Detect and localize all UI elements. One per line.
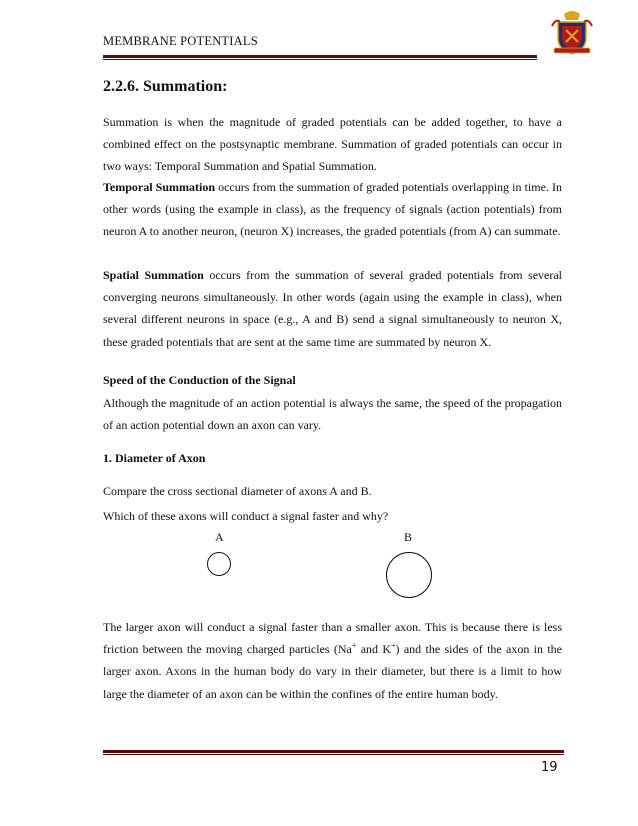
spatial-text: occurs from the summation of several graded potentials from several converging neurons simultaneously. In other words (again using the example in class), when several different neurons in space (e.g., A and B) send a signal simultaneously to neuron X, these graded potentials that are sent at the same time are summated by neuron X. — [103, 268, 562, 349]
axon-a-circle — [207, 552, 231, 576]
axon-b-label: B — [404, 530, 413, 544]
diameter-title: 1. Diameter of Axon — [103, 451, 206, 465]
speed-paragraph: Although the magnitude of an action potential is always the same, the speed of the propagation of an action potential down an axon can vary. — [103, 396, 562, 433]
intro-paragraph: Summation is when the magnitude of graded potentials can be added together, to have a combined effect on the postsynaptic membrane. Summation of graded potentials can occur in two ways: Temporal Summation and Spatial Summation. — [103, 115, 562, 174]
axon-b-circle — [386, 552, 432, 598]
sodium-superscript: + — [351, 641, 357, 651]
temporal-paragraph — [103, 176, 562, 243]
running-header: MEMBRANE POTENTIALS — [103, 34, 258, 48]
answer-paragraph — [103, 616, 562, 705]
footer-rule-thin — [103, 754, 564, 755]
spatial-paragraph — [103, 264, 562, 353]
answer-part3: ) and the sides of the axon in the larger axon. Axons in the human body do vary in their diameter, but there is a limit to how large the diameter of an axon can be within the confines of the entire human body. — [103, 642, 562, 701]
potassium-superscript: + — [391, 641, 396, 651]
page-number: 19 — [541, 760, 558, 775]
answer-part2: and K — [356, 642, 392, 657]
spatial-term: Spatial Summation — [103, 268, 204, 282]
temporal-text: occurs from the summation of graded potentials overlapping in time. In other words (using the example in class), as the frequency of signals (action potentials) from neuron A to another neuron, (neuron X) increases, the graded potentials (from A) can summate. — [103, 180, 562, 239]
answer-part1: The larger axon will conduct a signal faster than a smaller axon. This is because there is less friction between the moving charged particles (Na — [103, 620, 562, 657]
header-rule-thin — [103, 59, 537, 60]
section-heading: 2.2.6. Summation: — [103, 78, 228, 95]
speed-title: Speed of the Conduction of the Signal — [103, 373, 296, 387]
header-rule — [103, 55, 537, 58]
question-2: Which of these axons will conduct a signal faster and why? — [103, 509, 389, 523]
institution-crest-icon — [548, 8, 596, 56]
axon-a-label: A — [215, 530, 224, 544]
question-1: Compare the cross sectional diameter of axons A and B. — [103, 484, 372, 498]
footer-rule — [103, 750, 564, 753]
temporal-term: Temporal Summation — [103, 180, 215, 194]
